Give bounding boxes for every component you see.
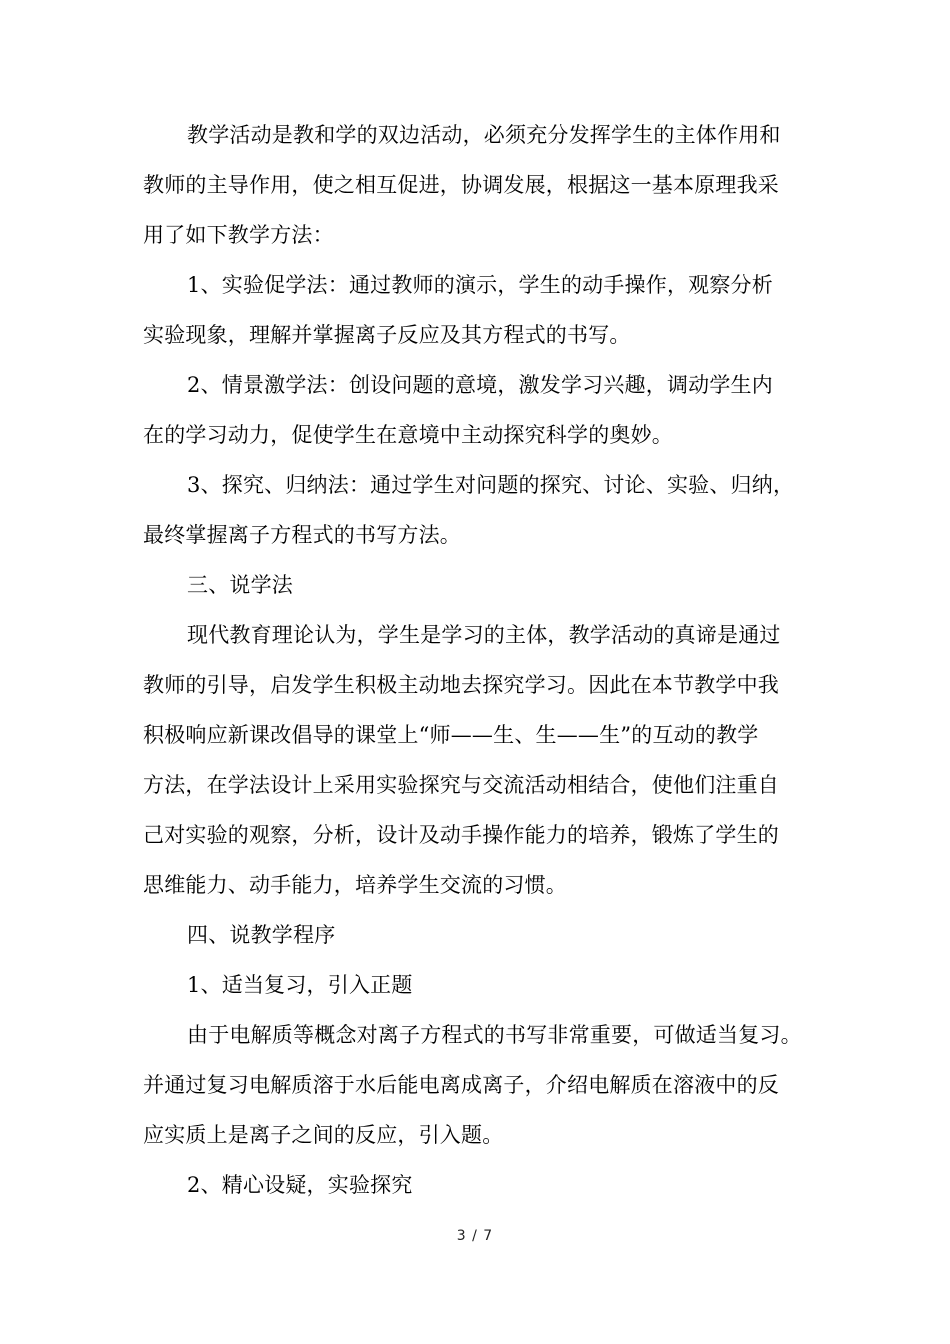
text-line: 教师的引导，启发学生积极主动地去探究学习。因此在本节教学中我 [143,673,779,697]
document-body [143,110,813,1210]
text-line: 并通过复习电解质溶于水后能电离成离子，介绍电解质在溶液中的反 [143,1073,779,1097]
paragraph [143,910,813,960]
text-line: 用了如下教学方法： [143,223,334,247]
text-line: 三、说学法 [187,573,293,597]
text-line: 2、情景激学法：创设问题的意境，激发学习兴趣，调动学生内 [187,373,773,397]
text-line: 四、说教学程序 [187,923,336,947]
paragraph [143,560,813,610]
paragraph [143,1160,813,1210]
paragraph [143,610,813,910]
paragraph [143,110,813,260]
text-line: 3、探究、归纳法：通过学生对问题的探究、讨论、实验、归纳， [187,473,795,497]
text-line: 由于电解质等概念对离子方程式的书写非常重要，可做适当复习。 [187,1023,802,1047]
text-line: 实验现象，理解并掌握离子反应及其方程式的书写。 [143,323,631,347]
text-line: 教学活动是教和学的双边活动，必须充分发挥学生的主体作用和 [187,123,781,147]
text-line: 教师的主导作用，使之相互促进，协调发展，根据这一基本原理我采 [143,173,779,197]
text-line: 2、精心设疑，实验探究 [187,1173,413,1197]
text-line: 应实质上是离子之间的反应，引入题。 [143,1123,504,1147]
paragraph [143,1010,813,1160]
paragraph [143,460,813,560]
text-line: 1、实验促学法：通过教师的演示，学生的动手操作，观察分析 [187,273,773,297]
paragraph [143,360,813,460]
text-line: 现代教育理论认为，学生是学习的主体，教学活动的真谛是通过 [187,623,781,647]
text-line: 在的学习动力，促使学生在意境中主动探究科学的奥妙。 [143,423,673,447]
text-line: 积极响应新课改倡导的课堂上“师——生、生——生”的互动的教学 [143,723,759,747]
text-line: 己对实验的观察，分析，设计及动手操作能力的培养，锻炼了学生的 [143,823,779,847]
page-number: 3 / 7 [456,1228,494,1244]
text-line: 最终掌握离子方程式的书写方法。 [143,523,461,547]
paragraph [143,960,813,1010]
text-line: 方法，在学法设计上采用实验探究与交流活动相结合，使他们注重自 [143,773,779,797]
text-line: 1、适当复习，引入正题 [187,973,413,997]
text-line: 思维能力、动手能力，培养学生交流的习惯。 [143,873,567,897]
paragraph [143,260,813,360]
